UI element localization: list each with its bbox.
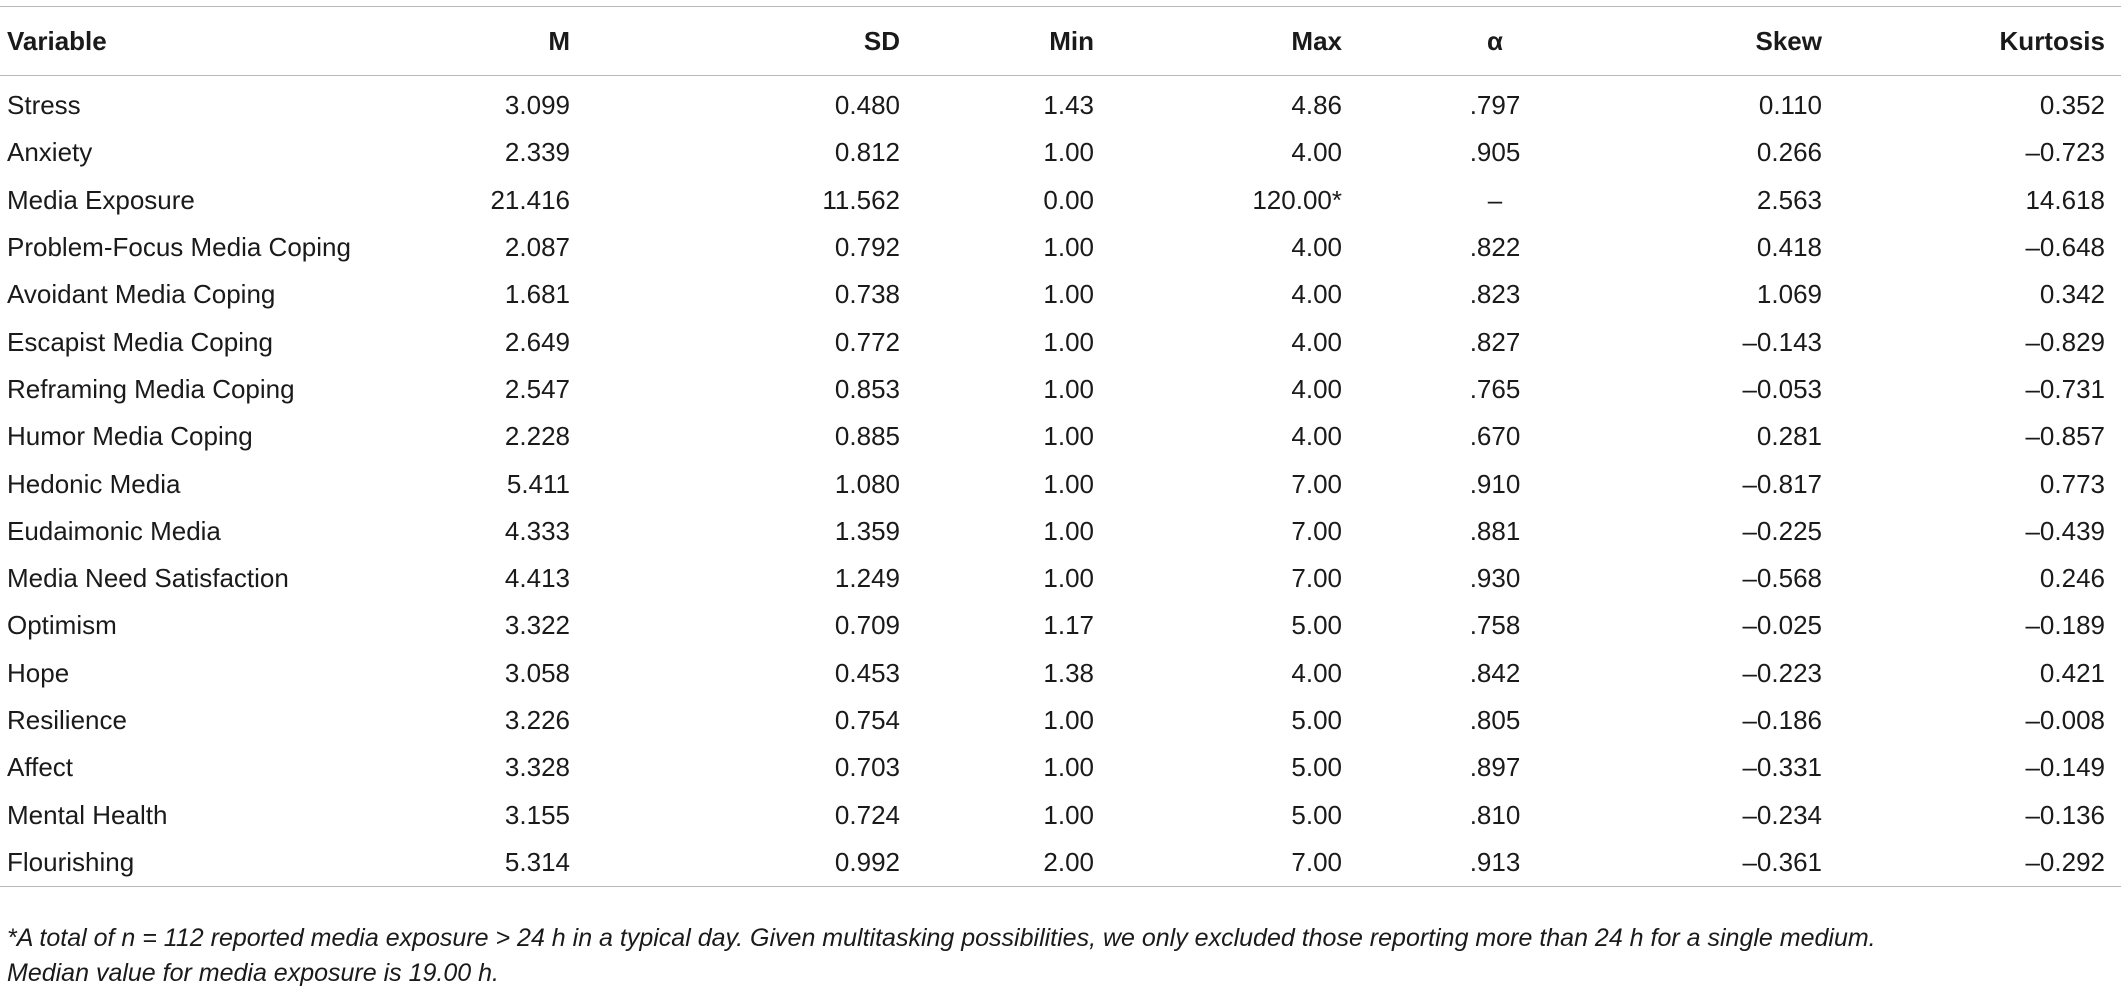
min-cell: 0.00 — [1043, 184, 1094, 215]
table-footnote — [7, 921, 2107, 991]
variable-cell: Anxiety — [7, 137, 93, 168]
sd-cell: 0.754 — [834, 705, 900, 735]
alpha-cell: – — [1487, 184, 1503, 215]
mean-cell: 5.314 — [504, 846, 570, 877]
skew-cell: 0.281 — [1756, 421, 1822, 452]
max-cell: 7.00 — [1291, 468, 1342, 499]
mean-cell: 2.649 — [504, 326, 570, 357]
min-cell: 2.00 — [1043, 846, 1094, 877]
table-row — [0, 129, 2121, 176]
variable-cell: Media Need Satisfaction — [7, 563, 289, 594]
max-cell: 5.00 — [1291, 610, 1342, 641]
max-cell: 4.00 — [1291, 326, 1342, 357]
max-cell: 4.00 — [1291, 421, 1342, 452]
table-row — [0, 839, 2121, 887]
min-cell: 1.00 — [1043, 752, 1094, 783]
mean-cell: 3.328 — [504, 752, 570, 783]
min-cell: 1.00 — [1043, 799, 1094, 830]
sd-cell: 1.249 — [834, 563, 900, 594]
mean-cell: 4.413 — [504, 563, 570, 594]
variable-cell: Hedonic Media — [7, 468, 181, 499]
variable-cell: Avoidant Media Coping — [7, 279, 276, 310]
kurtosis-cell: 0.352 — [2039, 90, 2105, 121]
variable-cell: Mental Health — [7, 799, 168, 830]
variable-cell: Stress — [7, 90, 81, 121]
alpha-cell: .797 — [1469, 90, 1521, 121]
table-row — [0, 602, 2121, 649]
header-kurtosis: Kurtosis — [1999, 25, 2105, 56]
kurtosis-cell: –0.292 — [2025, 846, 2105, 877]
table-body — [0, 76, 2121, 887]
alpha-cell: .758 — [1469, 610, 1521, 641]
min-cell: 1.43 — [1043, 90, 1094, 121]
skew-cell: –0.234 — [1742, 799, 1822, 830]
table-header — [0, 7, 2121, 76]
table-row — [0, 224, 2121, 271]
variable-cell: Affect — [7, 752, 74, 783]
table-row — [0, 413, 2121, 460]
mean-cell: 21.416 — [490, 184, 570, 215]
min-cell: 1.17 — [1043, 610, 1094, 641]
mean-cell: 2.339 — [504, 137, 570, 168]
table-row — [0, 555, 2121, 602]
skew-cell: –0.223 — [1742, 657, 1822, 688]
alpha-cell: .913 — [1469, 846, 1521, 877]
variable-cell: Resilience — [7, 705, 127, 735]
min-cell: 1.00 — [1043, 563, 1094, 594]
footnote-line-2: Median value for media exposure is 19.00 h. — [7, 959, 499, 987]
table-row — [0, 744, 2121, 791]
table-row — [0, 177, 2121, 224]
sd-cell: 0.703 — [834, 752, 900, 783]
table-row — [0, 318, 2121, 365]
mean-cell: 3.226 — [504, 705, 570, 735]
table-row — [0, 650, 2121, 697]
skew-cell: –0.568 — [1742, 563, 1822, 594]
min-cell: 1.38 — [1043, 657, 1094, 688]
max-cell: 4.00 — [1291, 279, 1342, 310]
sd-cell: 1.359 — [834, 515, 900, 546]
mean-cell: 2.087 — [504, 232, 570, 263]
skew-cell: 0.266 — [1756, 137, 1822, 168]
skew-cell: 0.418 — [1756, 232, 1822, 263]
alpha-cell: .827 — [1469, 326, 1521, 357]
skew-cell: 1.069 — [1756, 279, 1822, 310]
min-cell: 1.00 — [1043, 515, 1094, 546]
max-cell: 5.00 — [1291, 752, 1342, 783]
alpha-cell: .670 — [1469, 421, 1521, 452]
kurtosis-cell: –0.723 — [2025, 137, 2105, 168]
header-sd: SD — [863, 25, 900, 56]
header-min: Min — [1049, 25, 1094, 56]
kurtosis-cell: –0.136 — [2025, 799, 2105, 830]
min-cell: 1.00 — [1043, 326, 1094, 357]
alpha-cell: .905 — [1469, 137, 1521, 168]
min-cell: 1.00 — [1043, 421, 1094, 452]
kurtosis-cell: 0.246 — [2039, 563, 2105, 594]
mean-cell: 5.411 — [506, 468, 570, 499]
header-max: Max — [1291, 25, 1342, 56]
max-cell: 7.00 — [1291, 846, 1342, 877]
table-row — [0, 271, 2121, 318]
sd-cell: 0.738 — [834, 279, 900, 310]
skew-cell: 2.563 — [1756, 184, 1822, 215]
min-cell: 1.00 — [1043, 279, 1094, 310]
alpha-cell: .897 — [1469, 752, 1521, 783]
mean-cell: 1.681 — [504, 279, 570, 310]
skew-cell: 0.110 — [1758, 90, 1822, 121]
alpha-cell: .930 — [1469, 563, 1521, 594]
max-cell: 7.00 — [1291, 563, 1342, 594]
variable-cell: Escapist Media Coping — [7, 326, 273, 357]
alpha-cell: .765 — [1469, 373, 1521, 404]
variable-cell: Eudaimonic Media — [7, 515, 221, 546]
skew-cell: –0.143 — [1742, 326, 1822, 357]
variable-cell: Media Exposure — [7, 184, 195, 215]
header-m: M — [548, 25, 570, 56]
sd-cell: 11.562 — [822, 184, 900, 215]
kurtosis-cell: –0.648 — [2025, 232, 2105, 263]
kurtosis-cell: 0.421 — [2039, 657, 2105, 688]
min-cell: 1.00 — [1043, 468, 1094, 499]
table-row — [0, 697, 2121, 744]
mean-cell: 4.333 — [504, 515, 570, 546]
min-cell: 1.00 — [1043, 705, 1094, 735]
descriptive-statistics-table — [0, 6, 2121, 887]
sd-cell: 0.792 — [834, 232, 900, 263]
skew-cell: –0.225 — [1742, 515, 1822, 546]
sd-cell: 0.812 — [834, 137, 900, 168]
alpha-cell: .823 — [1469, 279, 1521, 310]
kurtosis-cell: –0.829 — [2025, 326, 2105, 357]
max-cell: 4.00 — [1291, 137, 1342, 168]
skew-cell: –0.331 — [1742, 752, 1822, 783]
table-row — [0, 460, 2121, 507]
skew-cell: –0.186 — [1742, 705, 1822, 735]
max-cell: 4.86 — [1291, 90, 1342, 121]
mean-cell: 3.099 — [504, 90, 570, 121]
sd-cell: 1.080 — [834, 468, 900, 499]
variable-cell: Hope — [7, 657, 70, 688]
sd-cell: 0.453 — [834, 657, 900, 688]
min-cell: 1.00 — [1043, 137, 1094, 168]
sd-cell: 0.709 — [834, 610, 900, 641]
sd-cell: 0.853 — [834, 373, 900, 404]
table-row — [0, 76, 2121, 130]
sd-cell: 0.772 — [834, 326, 900, 357]
kurtosis-cell: –0.008 — [2025, 705, 2105, 735]
min-cell: 1.00 — [1043, 232, 1094, 263]
alpha-cell: .881 — [1469, 515, 1521, 546]
variable-cell: Reframing Media Coping — [7, 373, 295, 404]
max-cell: 7.00 — [1291, 515, 1342, 546]
header-alpha: α — [1487, 25, 1503, 56]
kurtosis-cell: –0.439 — [2025, 515, 2105, 546]
kurtosis-cell: –0.857 — [2025, 421, 2105, 452]
footnote-line-1: *A total of n = 112 reported media exposure > 24 h in a typical day. Given multitasking possibilities, we only excluded those reporting more than 24 h for a single medium. — [7, 924, 1876, 952]
kurtosis-cell: –0.149 — [2025, 752, 2105, 783]
alpha-cell: .810 — [1469, 799, 1521, 830]
header-skew: Skew — [1755, 25, 1822, 56]
mean-cell: 3.322 — [504, 610, 570, 641]
alpha-cell: .805 — [1469, 705, 1521, 735]
sd-cell: 0.724 — [834, 799, 900, 830]
skew-cell: –0.025 — [1742, 610, 1822, 641]
variable-cell: Humor Media Coping — [7, 421, 253, 452]
table-row — [0, 508, 2121, 555]
alpha-cell: .910 — [1469, 468, 1521, 499]
header-variable: Variable — [7, 25, 107, 56]
skew-cell: –0.817 — [1742, 468, 1822, 499]
mean-cell: 3.058 — [504, 657, 570, 688]
sd-cell: 0.480 — [834, 90, 900, 121]
kurtosis-cell: –0.189 — [2025, 610, 2105, 641]
max-cell: 5.00 — [1291, 705, 1342, 735]
variable-cell: Optimism — [7, 610, 117, 641]
kurtosis-cell: 0.342 — [2039, 279, 2105, 310]
max-cell: 4.00 — [1291, 232, 1342, 263]
variable-cell: Flourishing — [7, 846, 135, 877]
kurtosis-cell: 0.773 — [2039, 468, 2105, 499]
max-cell: 120.00* — [1252, 184, 1342, 215]
alpha-cell: .822 — [1469, 232, 1521, 263]
mean-cell: 2.547 — [504, 373, 570, 404]
skew-cell: –0.053 — [1742, 373, 1822, 404]
alpha-cell: .842 — [1469, 657, 1521, 688]
sd-cell: 0.992 — [834, 846, 900, 877]
sd-cell: 0.885 — [834, 421, 900, 452]
table-row — [0, 366, 2121, 413]
min-cell: 1.00 — [1043, 373, 1094, 404]
max-cell: 4.00 — [1291, 373, 1342, 404]
max-cell: 4.00 — [1291, 657, 1342, 688]
table-row — [0, 791, 2121, 838]
kurtosis-cell: –0.731 — [2025, 373, 2105, 404]
kurtosis-cell: 14.618 — [2025, 184, 2105, 215]
variable-cell: Problem-Focus Media Coping — [7, 232, 351, 263]
mean-cell: 2.228 — [504, 421, 570, 452]
max-cell: 5.00 — [1291, 799, 1342, 830]
mean-cell: 3.155 — [504, 799, 570, 830]
header-row — [0, 7, 2121, 76]
skew-cell: –0.361 — [1742, 846, 1822, 877]
